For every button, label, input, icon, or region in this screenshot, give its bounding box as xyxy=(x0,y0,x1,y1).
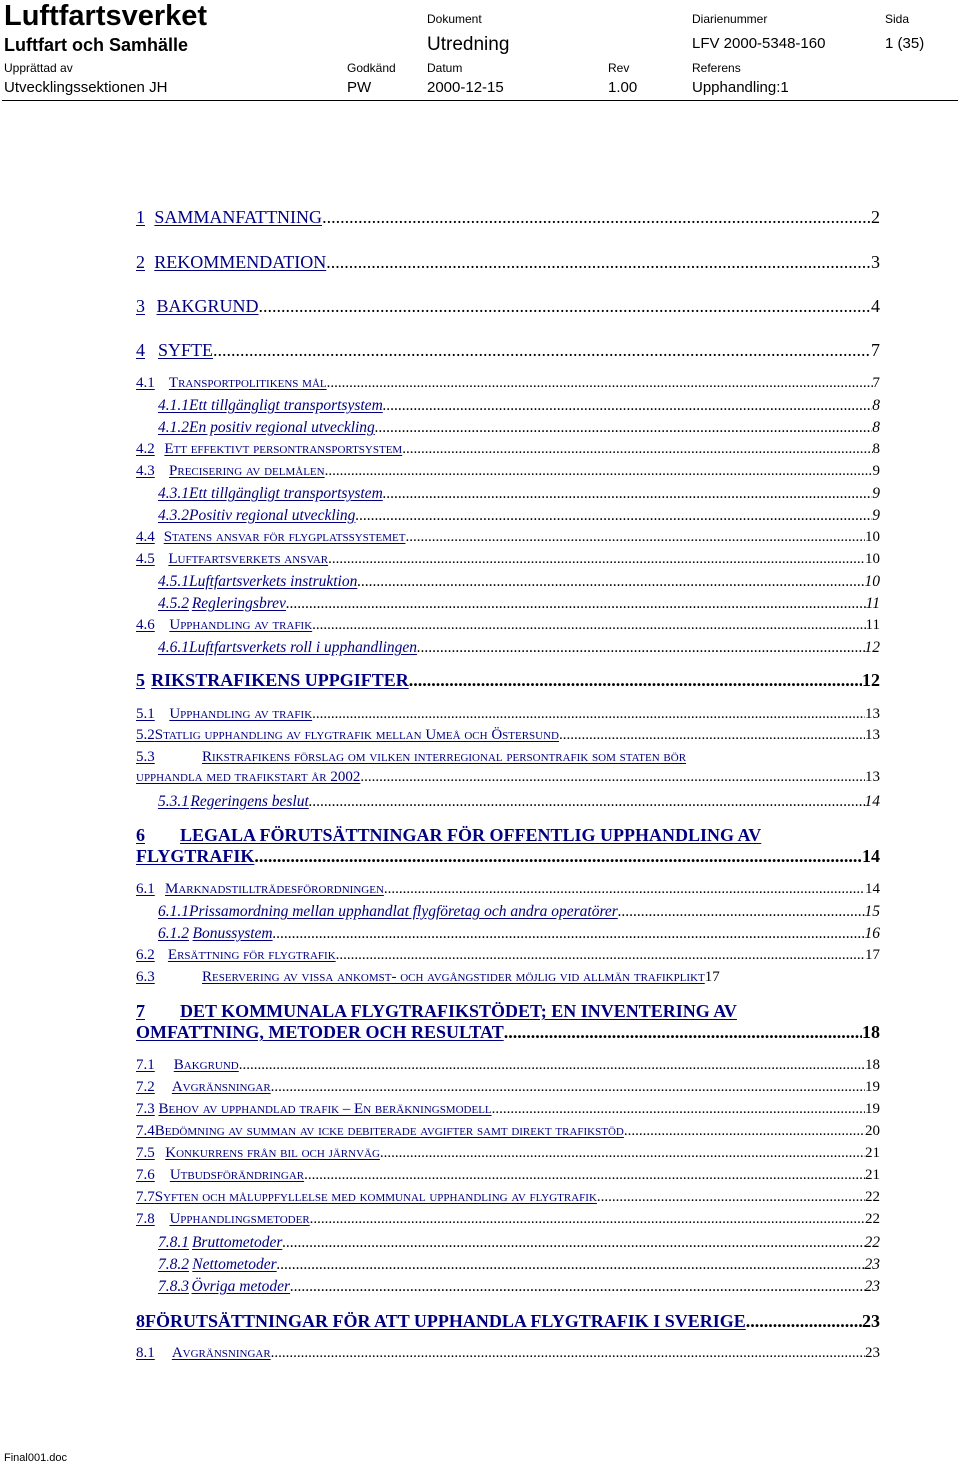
toc-title: Ett tillgängligt transportsystem xyxy=(189,397,383,414)
toc-leader xyxy=(746,1311,862,1332)
toc-page: 13 xyxy=(865,727,880,743)
toc-number: 7.7 xyxy=(136,1189,155,1205)
toc-entry-7-6[interactable] xyxy=(136,1167,880,1184)
toc-leader xyxy=(618,903,865,921)
toc-title: SYFTE xyxy=(158,340,214,360)
toc-entry-4-1-1[interactable] xyxy=(136,397,880,415)
toc-page: 22 xyxy=(865,1211,880,1227)
toc-title: BAKGRUND xyxy=(156,296,259,316)
toc-entry-4-4[interactable] xyxy=(136,529,880,546)
toc-page: 19 xyxy=(865,1079,880,1095)
toc-entry-4-3-2[interactable] xyxy=(136,507,880,525)
toc-number: 7.8 xyxy=(136,1211,155,1227)
toc-number: 7.6 xyxy=(136,1167,155,1183)
toc-title: Övriga metoder xyxy=(191,1278,291,1295)
toc-entry-7-4[interactable] xyxy=(136,1123,880,1140)
toc-number: 6.1.1 xyxy=(158,903,189,920)
toc-number: 4.4 xyxy=(136,529,155,545)
toc-title: Avgränsningar xyxy=(171,1345,271,1361)
toc-entry-5-1[interactable] xyxy=(136,706,880,723)
toc-number: 1 xyxy=(136,207,145,227)
toc-title: RIKSTRAFIKENS UPPGIFTER xyxy=(151,670,409,690)
toc-number: 4.5 xyxy=(136,551,155,567)
toc-entry-7-1[interactable] xyxy=(136,1057,880,1074)
toc-number: 6.1.2 xyxy=(158,925,189,942)
toc-leader xyxy=(405,529,865,546)
revision-label: Rev xyxy=(608,61,630,75)
toc-number: 7.5 xyxy=(136,1145,155,1161)
toc-page: 23 xyxy=(862,1311,880,1331)
toc-page: 21 xyxy=(865,1167,880,1183)
toc-title: Marknadstillträdesförordningen xyxy=(165,881,384,897)
toc-entry-8-1[interactable] xyxy=(136,1345,880,1362)
toc-leader xyxy=(273,925,865,943)
toc-entry-7-3[interactable] xyxy=(136,1101,880,1118)
toc-title: En positiv regional utveckling xyxy=(189,419,375,436)
toc-title: Bruttometoder xyxy=(191,1234,283,1251)
toc-title: Luftfartsverkets instruktion xyxy=(189,573,358,590)
toc-title: Positiv regional utveckling xyxy=(189,507,356,524)
toc-leader xyxy=(312,706,865,723)
toc-title: Syften och måluppfyllelse med kommunal upphandling av flygtrafik xyxy=(154,1189,597,1205)
toc-number: 7.4 xyxy=(136,1123,155,1139)
toc-entry-1[interactable] xyxy=(136,207,880,228)
toc-entry-4-1-2[interactable] xyxy=(136,419,880,437)
toc-number: 7.8.2 xyxy=(158,1256,189,1273)
toc-title: Bonussystem xyxy=(192,925,273,942)
toc-entry-4[interactable] xyxy=(136,340,880,361)
reference-value: Upphandling:1 xyxy=(692,79,789,96)
toc-title: Ett effektivt persontransportsystem xyxy=(164,441,403,457)
toc-leader xyxy=(271,1079,865,1096)
toc-title: Bedömning av summan av icke debiterade avgifter samt direkt trafikstöd xyxy=(154,1123,624,1139)
approved-value: PW xyxy=(347,79,372,96)
toc-number: 4.3.1 xyxy=(158,485,189,502)
toc-number: 7.8.3 xyxy=(158,1278,189,1295)
toc-title: Luftfartsverkets roll i upphandlingen xyxy=(189,639,418,656)
toc-entry-6-1-1[interactable] xyxy=(136,903,880,921)
toc-number: 7.1 xyxy=(136,1057,155,1073)
page-label: Sida xyxy=(885,12,910,26)
toc-page: 23 xyxy=(864,1256,880,1273)
toc-entry-5-3-1[interactable] xyxy=(136,793,880,811)
toc-number: 4.6.1 xyxy=(158,639,189,656)
toc-leader xyxy=(309,793,865,811)
toc-entry-6-3[interactable] xyxy=(136,969,880,986)
toc-number: 5.1 xyxy=(136,706,155,722)
toc-leader xyxy=(402,441,872,458)
toc-leader xyxy=(254,846,862,867)
toc-page: 20 xyxy=(865,1123,880,1139)
toc-number: 5 xyxy=(136,670,145,690)
toc-page: 10 xyxy=(865,551,880,567)
toc-page: 7 xyxy=(871,340,880,360)
toc-title: Statens ansvar för flygplatssystemet xyxy=(163,529,406,545)
toc-number: 4.1.2 xyxy=(158,419,189,436)
toc-page: 18 xyxy=(865,1057,880,1073)
diarienummer-value: LFV 2000-5348-160 xyxy=(692,35,826,52)
toc-entry-5-3[interactable] xyxy=(136,749,880,786)
toc-entry-2[interactable] xyxy=(136,252,880,273)
toc-number: 4 xyxy=(136,340,145,360)
toc-leader xyxy=(322,207,871,228)
toc-leader xyxy=(277,1256,865,1274)
toc-page: 15 xyxy=(864,903,880,920)
toc-leader xyxy=(328,551,865,568)
toc-entry-7-8-1[interactable] xyxy=(136,1234,880,1252)
header-divider xyxy=(2,100,958,101)
document-type-value: Utredning xyxy=(427,34,510,55)
toc-leader xyxy=(327,375,873,392)
toc-page: 10 xyxy=(865,529,880,545)
toc-page: 9 xyxy=(872,485,880,502)
toc-entry-6-1[interactable] xyxy=(136,881,880,898)
toc-leader xyxy=(286,595,866,613)
toc-number: 4.3 xyxy=(136,463,155,479)
prepared-by-label: Upprättad av xyxy=(4,61,73,75)
toc-leader xyxy=(355,507,872,525)
organization-subtitle: Luftfart och Samhälle xyxy=(4,35,189,55)
toc-leader xyxy=(384,881,865,898)
toc-title: LEGALA FÖRUTSÄTTNINGAR FÖR OFFENTLIG UPPHANDLING AV xyxy=(180,825,762,845)
toc-title: SAMMANFATTNING xyxy=(154,207,323,227)
toc-title: Upphandling av trafik xyxy=(169,706,313,722)
toc-entry-7-2[interactable] xyxy=(136,1079,880,1096)
approved-label: Godkänd xyxy=(347,61,396,75)
toc-title: Upphandling av trafik xyxy=(169,617,313,633)
toc-title: Transportpolitikens mål xyxy=(168,375,327,391)
toc-page: 18 xyxy=(862,1022,880,1042)
toc-page: 21 xyxy=(865,1145,880,1161)
toc-title: Ersättning för flygtrafik xyxy=(167,947,336,963)
toc-leader xyxy=(213,340,871,361)
toc-entry-4-5-1[interactable] xyxy=(136,573,880,591)
diarienummer-label: Diarienummer xyxy=(692,12,768,26)
toc-title-continued: upphandla med trafikstart år 2002 xyxy=(136,769,361,785)
toc-title: Nettometoder xyxy=(192,1256,277,1273)
toc-entry-7-8[interactable] xyxy=(136,1211,880,1228)
toc-page: 10 xyxy=(864,573,880,590)
date-value: 2000-12-15 xyxy=(427,79,504,96)
toc-page: 2 xyxy=(871,207,880,227)
toc-number: 6.3 xyxy=(136,969,155,985)
toc-entry-8[interactable] xyxy=(136,1311,880,1332)
toc-page: 4 xyxy=(871,296,880,316)
toc-number: 8.1 xyxy=(136,1345,155,1361)
toc-page: 11 xyxy=(865,595,880,612)
toc-entry-7-8-3[interactable] xyxy=(136,1278,880,1296)
toc-page: 23 xyxy=(864,1278,880,1295)
toc-page: 11 xyxy=(865,617,880,633)
toc-number: 5.3.1 xyxy=(158,793,189,810)
toc-entry-6[interactable] xyxy=(136,825,880,867)
toc-page: 14 xyxy=(862,846,880,866)
toc-number: 7.8.1 xyxy=(158,1234,189,1251)
toc-number: 3 xyxy=(136,296,145,316)
toc-page: 14 xyxy=(864,793,880,810)
toc-page: 22 xyxy=(864,1234,880,1251)
toc-page: 9 xyxy=(872,463,880,479)
date-label: Datum xyxy=(427,61,463,75)
toc-leader xyxy=(310,1211,865,1228)
toc-title: Statlig upphandling av flygtrafik mellan Umeå och Östersund xyxy=(154,727,559,743)
toc-page: 12 xyxy=(862,670,880,690)
toc-leader xyxy=(504,1022,862,1043)
toc-number: 5.2 xyxy=(136,727,155,743)
revision-value: 1.00 xyxy=(608,79,638,96)
document-type-label: Dokument xyxy=(427,12,482,26)
toc-entry-5[interactable] xyxy=(136,670,880,691)
toc-number: 4.6 xyxy=(136,617,155,633)
toc-entry-7-8-2[interactable] xyxy=(136,1256,880,1274)
toc-entry-4-6[interactable] xyxy=(136,617,880,634)
toc-leader xyxy=(624,1123,865,1140)
toc-entry-4-5[interactable] xyxy=(136,551,880,568)
toc-page: 22 xyxy=(865,1189,880,1205)
toc-leader xyxy=(380,1145,865,1162)
toc-leader xyxy=(597,1189,865,1206)
toc-title: Utbudsförändringar xyxy=(169,1167,305,1183)
toc-page: 8 xyxy=(872,441,880,457)
toc-entry-7-7[interactable] xyxy=(136,1189,880,1206)
toc-leader xyxy=(326,252,871,273)
toc-number: 6.1 xyxy=(136,881,155,897)
toc-title-continued: FLYGTRAFIK xyxy=(136,846,255,866)
toc-leader xyxy=(271,1345,865,1362)
organization-name: Luftfartsverket xyxy=(4,0,208,32)
toc-title: Upphandlingsmetoder xyxy=(169,1211,310,1227)
toc-leader xyxy=(417,639,864,657)
toc-leader xyxy=(360,769,865,786)
toc-title: Konkurrens från bil och järnväg xyxy=(165,1145,380,1161)
toc-page: 12 xyxy=(864,639,880,656)
toc-number: 4.3.2 xyxy=(158,507,189,524)
toc-page: 3 xyxy=(871,252,880,272)
toc-number: 7.2 xyxy=(136,1079,155,1095)
toc-title: DET KOMMUNALA FLYGTRAFIKSTÖDET; EN INVENTERING AV xyxy=(180,1001,737,1021)
toc-entry-4-2[interactable] xyxy=(136,441,880,458)
page-count-value: 1 (35) xyxy=(885,35,925,52)
toc-number: 8 xyxy=(136,1311,145,1331)
toc-entry-5-2[interactable] xyxy=(136,727,880,744)
toc-number: 7 xyxy=(136,1001,145,1021)
toc-number: 6 xyxy=(136,825,145,845)
toc-leader xyxy=(312,617,865,634)
toc-entry-6-2[interactable] xyxy=(136,947,880,964)
toc-page: 13 xyxy=(865,769,880,785)
toc-number: 4.1 xyxy=(136,375,155,391)
toc-leader xyxy=(492,1101,865,1118)
toc-title: Precisering av delmålen xyxy=(169,463,325,479)
toc-leader xyxy=(409,670,862,691)
toc-page: 13 xyxy=(865,706,880,722)
toc-title: Regeringens beslut xyxy=(190,793,309,810)
toc-entry-4-5-2[interactable] xyxy=(136,595,880,613)
toc-leader xyxy=(383,397,872,415)
toc-number: 4.5.1 xyxy=(158,573,189,590)
toc-number: 4.1.1 xyxy=(158,397,189,414)
toc-page: 9 xyxy=(872,507,880,524)
toc-title-continued: OMFATTNING, METODER OCH RESULTAT xyxy=(136,1022,504,1042)
toc-leader xyxy=(304,1167,865,1184)
toc-number: 2 xyxy=(136,252,145,272)
toc-title: REKOMMENDATION xyxy=(154,252,327,272)
toc-page: 14 xyxy=(865,881,880,897)
toc-leader xyxy=(290,1278,864,1296)
toc-page: 7 xyxy=(872,375,880,391)
toc-number: 5.3 xyxy=(136,749,155,765)
toc-title: Rikstrafikens förslag om vilken interregional persontrafik som staten bör xyxy=(202,749,687,765)
toc-leader xyxy=(357,573,864,591)
toc-title: Behov av upphandlad trafik – En beräkningsmodell xyxy=(158,1101,492,1117)
toc-entry-4-3[interactable] xyxy=(136,463,880,480)
toc-entry-3[interactable] xyxy=(136,296,880,317)
toc-entry-6-1-2[interactable] xyxy=(136,925,880,943)
footer-filename: Final001.doc xyxy=(4,1452,67,1464)
toc-title: Avgränsningar xyxy=(171,1079,271,1095)
toc-title: Luftfartsverkets ansvar xyxy=(168,551,329,567)
toc-entry-7[interactable] xyxy=(136,1001,880,1043)
prepared-by-value: Utvecklingssektionen JH xyxy=(4,79,168,96)
toc-leader xyxy=(559,727,865,744)
toc-page: 17 xyxy=(865,947,880,963)
toc-number: 7.3 xyxy=(136,1101,155,1117)
toc-page: 17 xyxy=(704,969,720,985)
toc-page: 16 xyxy=(864,925,880,942)
toc-title: FÖRUTSÄTTNINGAR FÖR ATT UPPHANDLA FLYGTRAFIK I SVERIGE xyxy=(145,1311,746,1331)
toc-page: 8 xyxy=(872,397,880,414)
toc-title: Ett tillgängligt transportsystem xyxy=(189,485,383,502)
toc-title: Prissamordning mellan upphandlat flygföretag och andra operatörer xyxy=(189,903,618,920)
toc-page: 8 xyxy=(872,419,880,436)
toc-page: 23 xyxy=(865,1345,880,1361)
toc-title: Regleringsbrev xyxy=(191,595,286,612)
toc-leader xyxy=(325,463,873,480)
toc-leader xyxy=(383,485,872,503)
toc-leader xyxy=(282,1234,864,1252)
toc-entry-4-3-1[interactable] xyxy=(136,485,880,503)
toc-leader xyxy=(375,419,872,437)
toc-leader xyxy=(239,1057,865,1074)
toc-number: 4.5.2 xyxy=(158,595,189,612)
toc-entry-4-6-1[interactable] xyxy=(136,639,880,657)
toc-title: Reservering av vissa ankomst- och avgångstider möjlig vid allmän trafikplikt xyxy=(202,969,705,985)
toc-page: 19 xyxy=(865,1101,880,1117)
toc-number: 6.2 xyxy=(136,947,155,963)
toc-leader xyxy=(336,947,865,964)
toc-title: Bakgrund xyxy=(173,1057,239,1073)
toc-leader xyxy=(259,296,871,317)
toc-number: 4.2 xyxy=(136,441,155,457)
toc-entry-4-1[interactable] xyxy=(136,375,880,392)
toc-entry-7-5[interactable] xyxy=(136,1145,880,1162)
reference-label: Referens xyxy=(692,61,741,75)
